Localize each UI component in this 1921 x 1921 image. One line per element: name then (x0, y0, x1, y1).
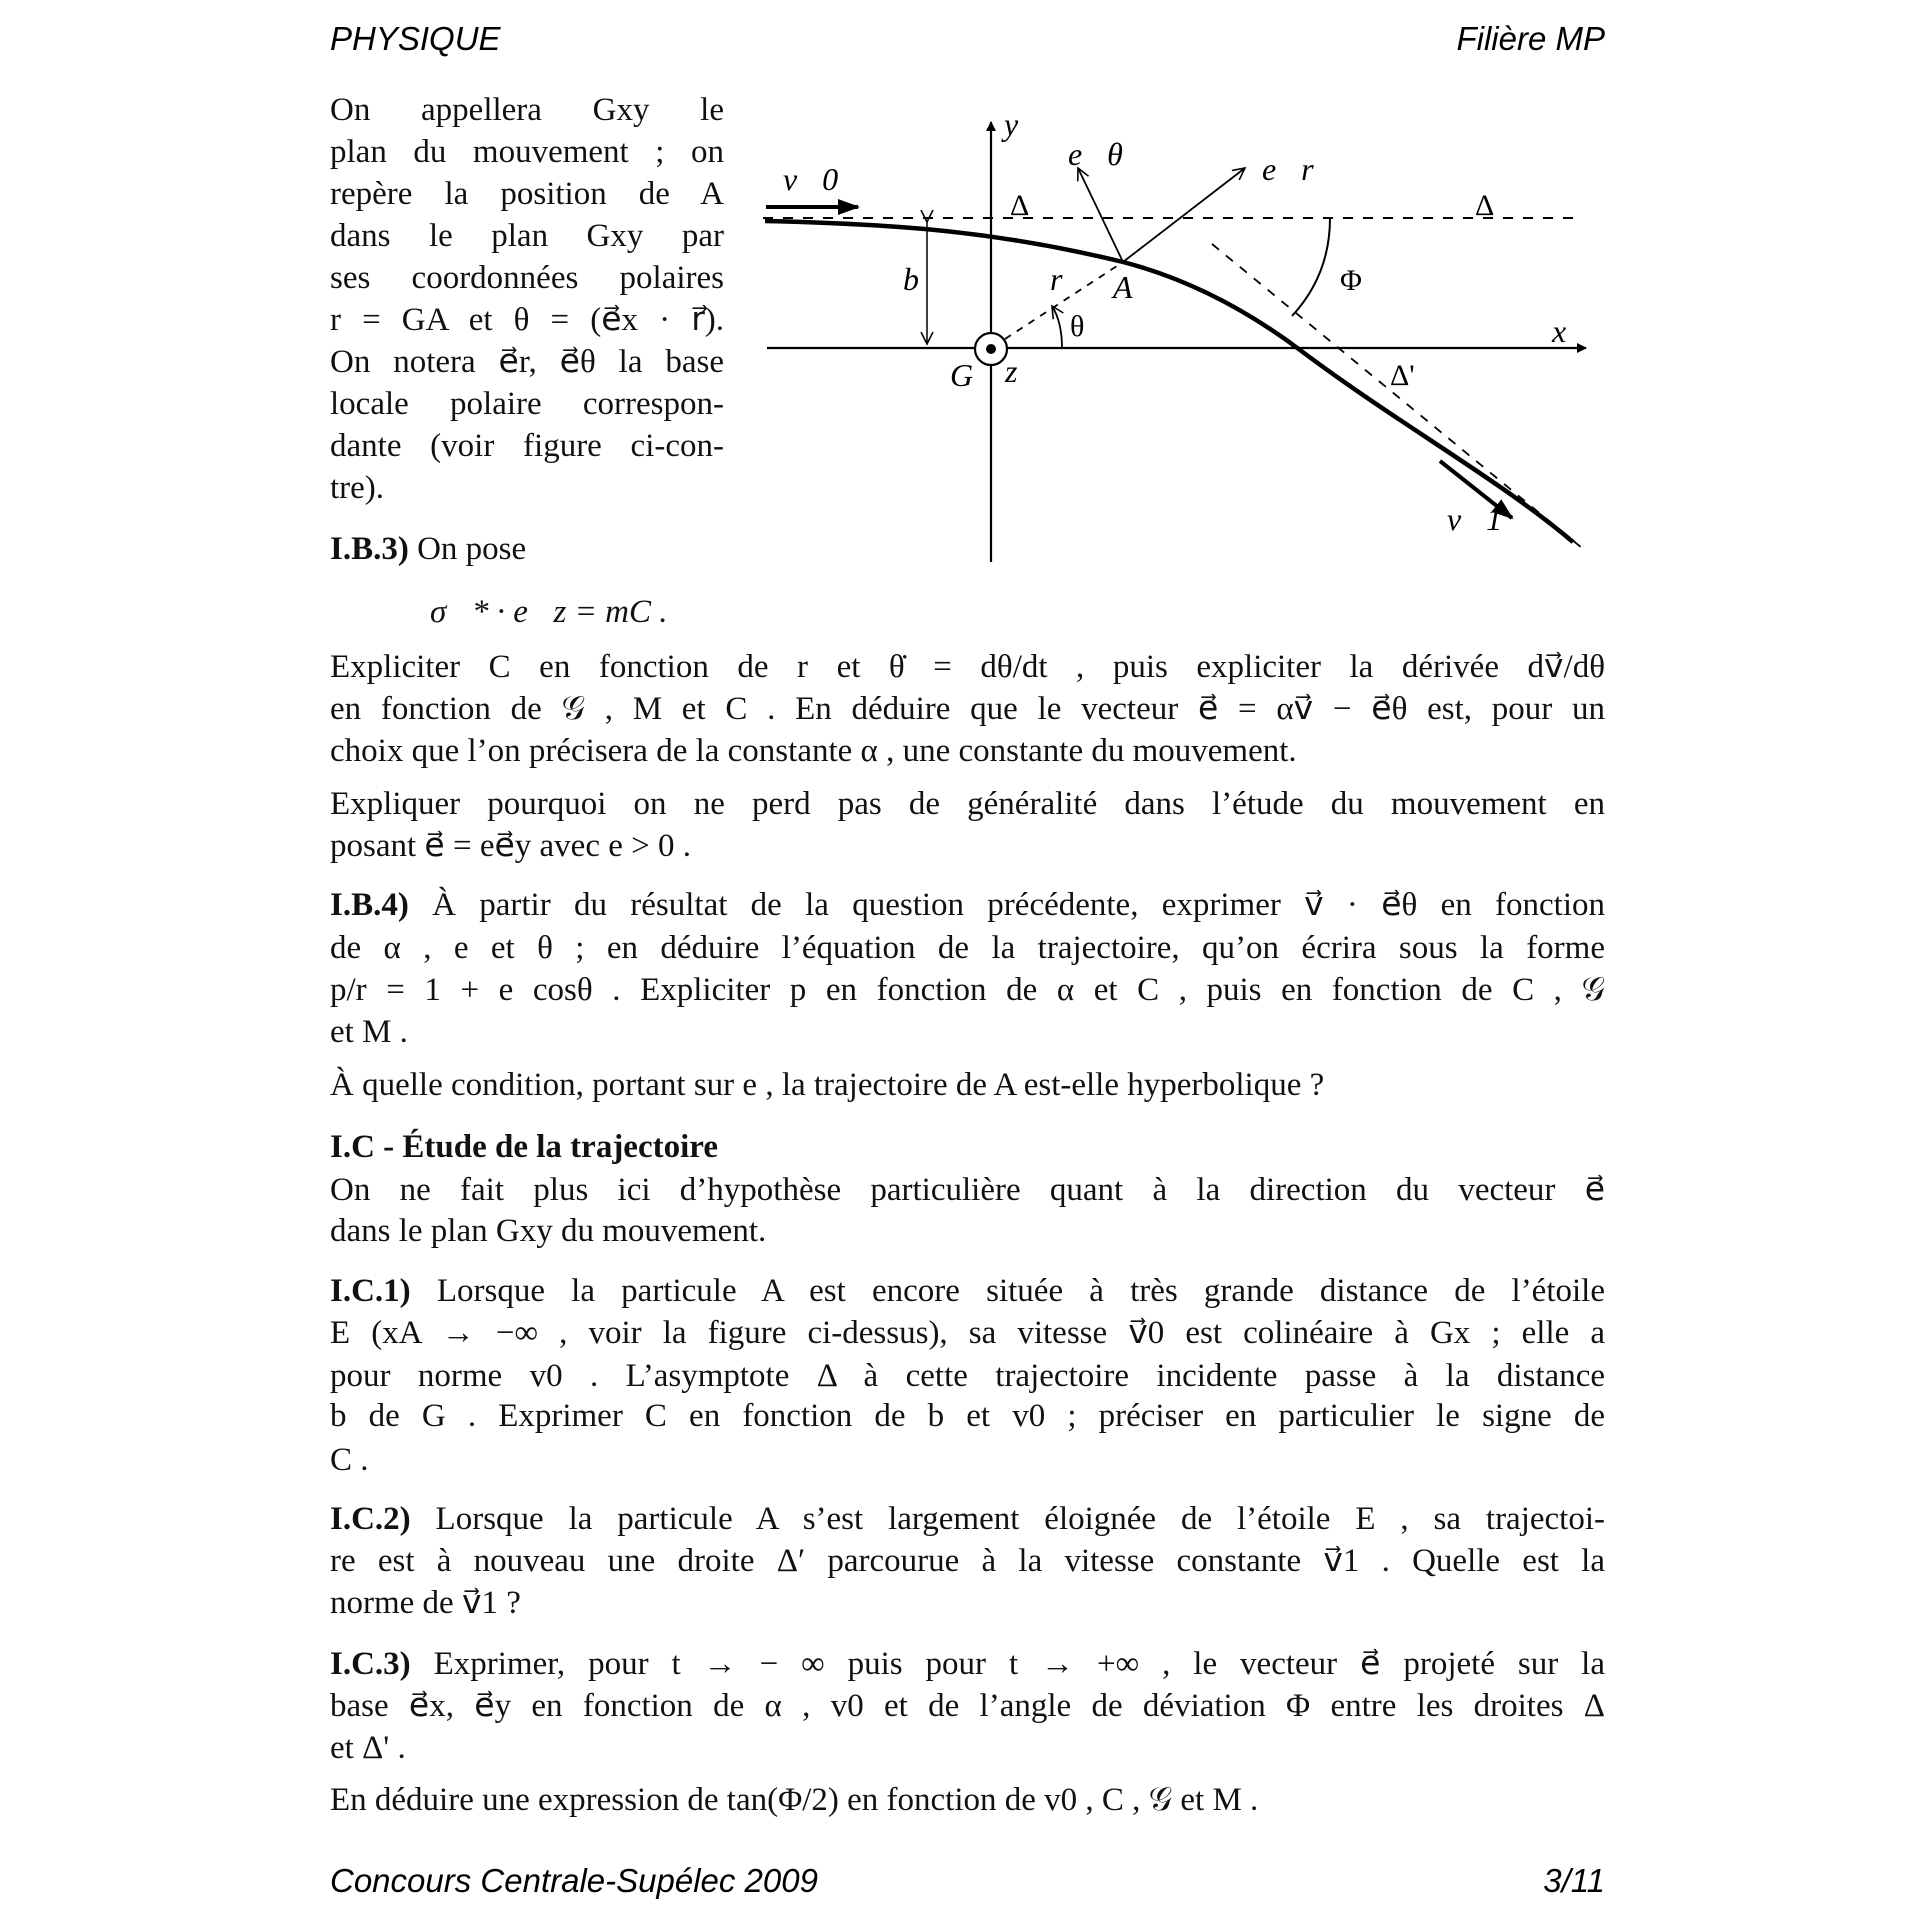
text-line: p/r = 1 + e cosθ . Expliciter p en fonction de α et C , puis en fonction de C , 𝒢 (330, 972, 1605, 1008)
e-r-vector (1123, 168, 1245, 262)
e-r-label: e⃗r (1262, 151, 1314, 187)
section-heading-IC: I.C - Étude de la trajectoire (330, 1129, 718, 1165)
question-IC3: I.C.3) Exprimer, pour t → − ∞ puis pour t → +∞ , le vecteur e⃗ projeté sur la (330, 1646, 1605, 1682)
z-label: z (1005, 353, 1018, 389)
question-IC1: I.C.1) Lorsque la particule A est encore située à très grande distance de l’étoile (330, 1273, 1605, 1309)
delta-label-right: Δ (1475, 189, 1495, 222)
text-line: On ne fait plus ici d’hypothèse particulière quant à la direction du vecteur e⃗ (330, 1172, 1605, 1208)
text-line: norme de v⃗1 ? (330, 1585, 521, 1621)
header-track: Filière MP (1456, 20, 1605, 57)
delta-prime-label: Δ' (1390, 359, 1415, 392)
question-label: I.C.1) (330, 1273, 411, 1309)
delta-prime-asymptote (1212, 244, 1582, 548)
footer-page-number: 3/11 (1543, 1862, 1605, 1899)
text-line: en fonction de 𝒢 , M et C . En déduire que le vecteur e⃗ = αv⃗ − e⃗θ est, pour un (330, 691, 1605, 727)
question-IC2: I.C.2) Lorsque la particule A s’est largement éloignée de l’étoile E , sa trajectoi- (330, 1501, 1605, 1537)
intro-line: ses coordonnées polaires (330, 260, 724, 296)
intro-line: plan du mouvement ; on (330, 134, 724, 170)
intro-line: dans le plan Gxy par (330, 218, 724, 254)
text-line: base e⃗x, e⃗y en fonction de α , v0 et de l’angle de déviation Φ entre les droites Δ (330, 1688, 1605, 1724)
phi-arc (1292, 218, 1330, 316)
intro-line: locale polaire correspon- (330, 386, 724, 422)
text-line: et Δ' . (330, 1730, 406, 1766)
trajectory-figure (0, 0, 1921, 600)
G-label: G (950, 357, 974, 393)
intro-line: tre). (330, 470, 385, 506)
question-label: I.B.4) (330, 887, 409, 923)
radius-line (1005, 264, 1120, 339)
text-line: C . (330, 1442, 369, 1478)
v1-label: v⃗1 (1447, 501, 1503, 537)
text-line: dans le plan Gxy du mouvement. (330, 1213, 767, 1249)
theta-label: θ (1070, 310, 1085, 343)
phi-label: Φ (1340, 264, 1362, 297)
text-line: Expliciter C en fonction de r et θ̇ = dθ/dt , puis expliciter la dérivée dv⃗/dθ (330, 649, 1605, 685)
text-line: b de G . Exprimer C en fonction de b et v0 ; préciser en particulier le signe de (330, 1398, 1605, 1434)
question-IB4: I.B.4) À partir du résultat de la question précédente, exprimer v⃗ · e⃗θ en fonction (330, 887, 1605, 923)
e-theta-label: e⃗θ (1068, 136, 1123, 172)
text-line: posant e⃗ = ee⃗y avec e > 0 . (330, 828, 691, 864)
equation-sigma: σ⃗* · e⃗z = mC . (430, 594, 668, 630)
question-IB3: I.B.3) On pose (330, 531, 527, 567)
intro-line: dante (voir figure ci-con- (330, 428, 724, 464)
footer-contest: Concours Centrale-Supélec 2009 (330, 1862, 818, 1899)
b-label: b (903, 261, 919, 297)
r-label: r (1050, 261, 1063, 297)
trajectory-curve (765, 221, 1573, 542)
x-label: x (1552, 313, 1567, 349)
delta-label-left: Δ (1010, 189, 1030, 222)
text-line: E (xA → −∞ , voir la figure ci-dessus), sa vitesse v⃗0 est colinéaire à Gx ; elle a (330, 1315, 1605, 1351)
intro-line: r = GA et θ = (e⃗x · r⃗). (330, 302, 724, 338)
header-subject: PHYSIQUE (330, 20, 501, 57)
text-line: En déduire une expression de tan(Φ/2) en fonction de v0 , C , 𝒢 et M . (330, 1782, 1259, 1818)
v0-label: v⃗0 (783, 161, 839, 197)
intro-line: On appellera Gxy le (330, 92, 724, 128)
question-label: I.B.3) (330, 531, 409, 567)
text-line: re est à nouveau une droite Δ′ parcourue à la vitesse constante v⃗1 . Quelle est la (330, 1543, 1605, 1579)
question-label: I.C.3) (330, 1646, 411, 1682)
question-label: I.C.2) (330, 1501, 411, 1537)
text-line: de α , e et θ ; en déduire l’équation de la trajectoire, qu’on écrira sous la forme (330, 930, 1605, 966)
A-label: A (1113, 269, 1133, 305)
text-line: et M . (330, 1014, 408, 1050)
e-theta-vector (1078, 168, 1123, 262)
y-label: y (1004, 106, 1019, 142)
intro-line: repère la position de A (330, 176, 724, 212)
text-line: choix que l’on précisera de la constante α , une constante du mouvement. (330, 733, 1297, 769)
text-line: À quelle condition, portant sur e , la trajectoire de A est-elle hyperbolique ? (330, 1067, 1325, 1103)
text-line: pour norme v0 . L’asymptote Δ à cette trajectoire incidente passe à la distance (330, 1358, 1605, 1394)
text-line: Expliquer pourquoi on ne perd pas de généralité dans l’étude du mouvement en (330, 786, 1605, 822)
intro-line: On notera e⃗r, e⃗θ la base (330, 344, 724, 380)
